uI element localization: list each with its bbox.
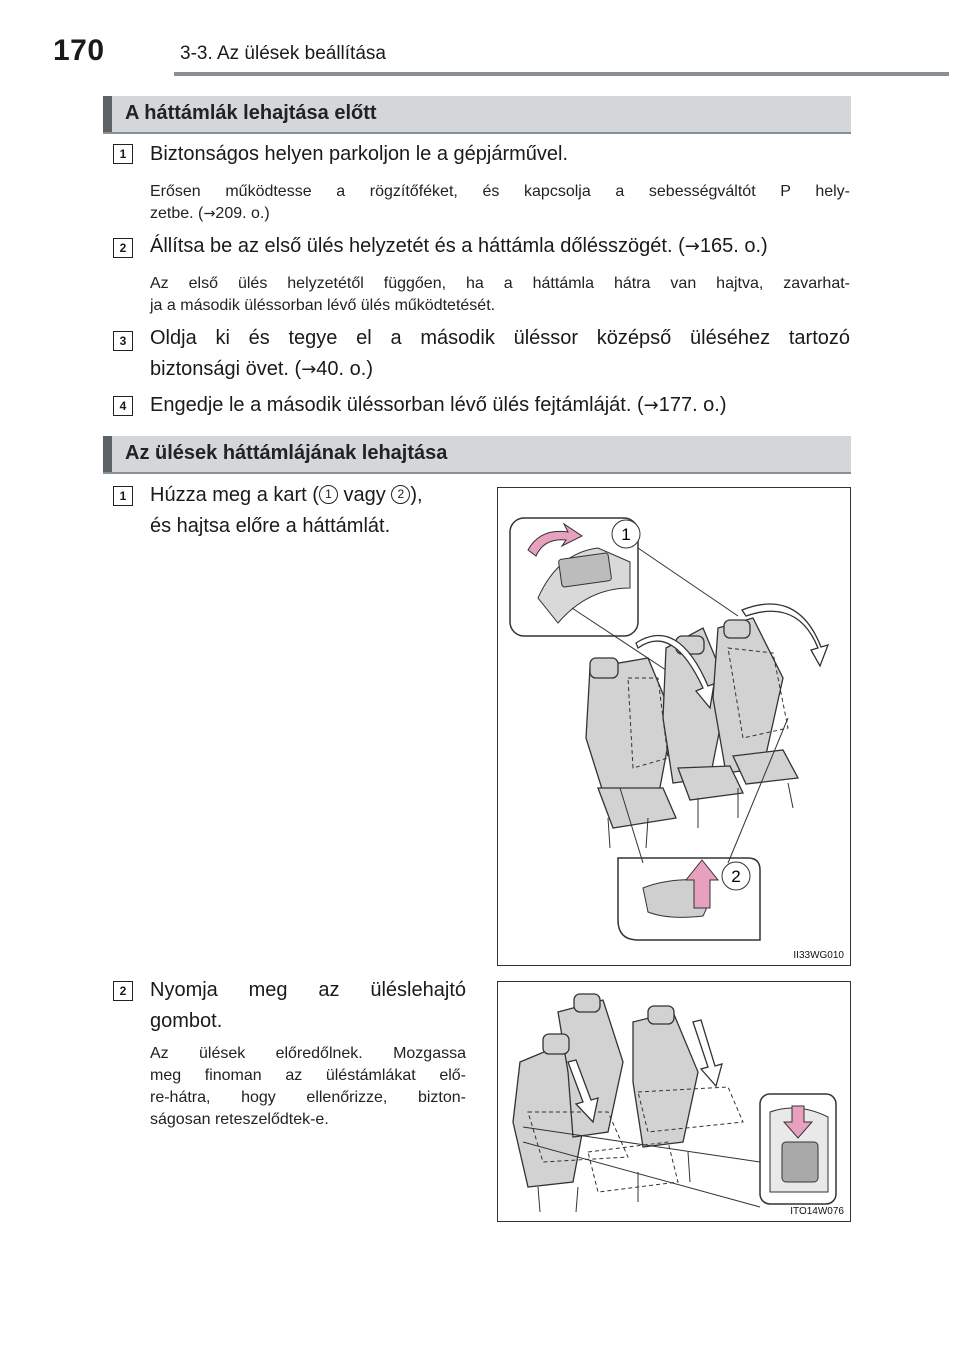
note-line: Az ülések előredőlnek. Mozgassa — [150, 1045, 466, 1062]
step-text: Biztonságos helyen parkoljon le a gépjárművel. — [150, 143, 569, 165]
callout-2-inline: 2 — [391, 485, 410, 504]
step-number-box: 4 — [113, 396, 133, 416]
step-number-box: 3 — [113, 331, 133, 351]
step-note — [150, 181, 850, 225]
step-number-box: 1 — [113, 144, 133, 164]
note-line: ja a második üléssorban lévő ülés működtetését. — [150, 297, 496, 314]
step-text: Engedje le a második üléssorban lévő ülés fejtámláját. (→177. o.) — [150, 394, 727, 416]
note-line: ságosan reteszelődtek-e. — [150, 1111, 329, 1128]
section-header-folding-seatbacks — [103, 436, 851, 474]
seat-lever-figure — [497, 487, 851, 966]
figure-code: II33WG010 — [793, 950, 844, 961]
section-title: A háttámlák lehajtása előtt — [125, 102, 377, 124]
note-line: zetbe. (→209. o.) — [150, 205, 270, 222]
step-note — [150, 1043, 466, 1131]
seat-lever-illustration — [498, 488, 852, 967]
step-number-box: 2 — [113, 238, 133, 258]
step-text: Húzza meg a kart ( 1 vagy 2 ), és hajtsa előre a háttámlát. — [150, 484, 423, 537]
step-number-box: 1 — [113, 486, 133, 506]
section-header-bar — [103, 436, 112, 472]
seat-button-figure — [497, 981, 851, 1222]
note-line: re-hátra, hogy ellenőrizze, bizton- — [150, 1089, 466, 1106]
figure-code: ITO14W076 — [790, 1206, 844, 1217]
step-note — [150, 273, 850, 317]
section-header-bar — [103, 96, 112, 132]
section-header-before-folding — [103, 96, 851, 134]
note-line: meg finoman az üléstámlákat elő- — [150, 1067, 466, 1084]
callout-2-label: 2 — [731, 867, 741, 886]
step-number-box: 2 — [113, 981, 133, 1001]
note-line: Az első ülés helyzetétől függően, ha a háttámla hátra van hajtva, zavarhat- — [150, 275, 850, 292]
header-divider — [174, 72, 949, 76]
section-title: Az ülések háttámlájának lehajtása — [125, 442, 448, 464]
seat-button-illustration — [498, 982, 852, 1223]
callout-1-inline: 1 — [319, 485, 338, 504]
note-line: Erősen működtesse a rögzítőféket, és kapcsolja a sebességváltót P hely- — [150, 183, 850, 200]
step-text: Állítsa be az első ülés helyzetét és a háttámla dőlésszögét. (→165. o.) — [150, 235, 768, 257]
section-path: 3-3. Az ülések beállítása — [180, 43, 386, 64]
callout-1-label: 1 — [621, 525, 631, 544]
step-text: Oldja ki és tegye el a második üléssor középső üléséhez tartozó biztonsági övet. (→40. o.) — [150, 327, 850, 380]
step-text: Nyomja meg az üléslehajtó gombot. — [150, 979, 466, 1032]
page-number: 170 — [53, 34, 105, 67]
